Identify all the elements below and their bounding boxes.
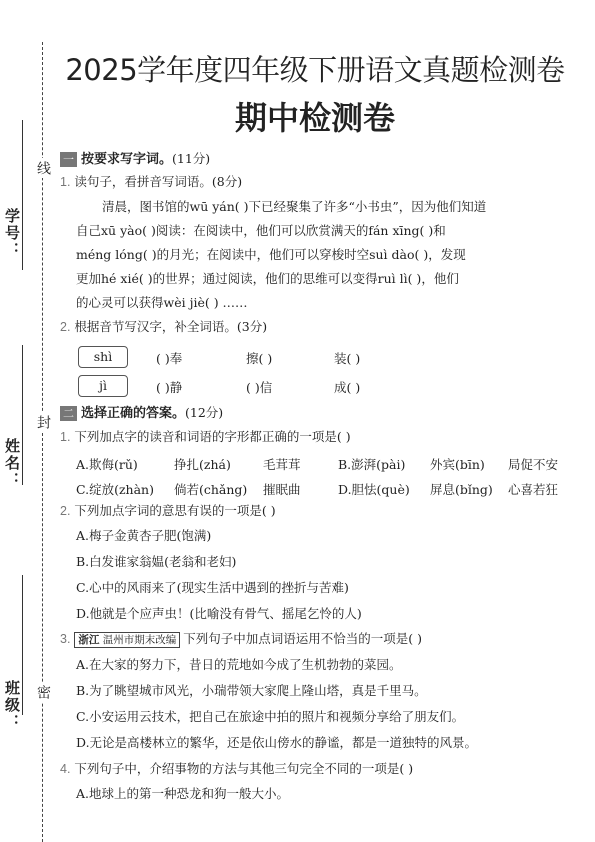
option-d-word: 屏息(bǐng) bbox=[430, 482, 493, 497]
option-line: A.地球上的第一种恐龙和狗一般大小。 bbox=[76, 786, 290, 801]
question-2-3 bbox=[60, 630, 422, 648]
option-c-word: C.绽放(zhàn) bbox=[76, 482, 154, 497]
option-line: C.小安运用云技术，把自己在旅途中拍的照片和视频分享给了朋友们。 bbox=[76, 709, 465, 724]
fill-item: ( )信 bbox=[246, 380, 273, 395]
section-1-title: 按要求写字词。 bbox=[81, 152, 173, 167]
option-line: C.心中的风雨来了(现实生活中遇到的挫折与苦难) bbox=[76, 580, 349, 595]
fill-item: ( )奉 bbox=[156, 351, 183, 366]
question-number: 2. bbox=[60, 320, 71, 334]
option-c-word: 倘若(chǎng) bbox=[174, 482, 248, 497]
option-a-word: 毛茸茸 bbox=[263, 457, 301, 472]
source-name: 温州市期末改编 bbox=[102, 634, 177, 646]
option-a-word: A.欺侮(rǔ) bbox=[76, 457, 138, 472]
section-2-badge: 二 bbox=[60, 406, 77, 421]
name-label: 姓名： bbox=[3, 438, 21, 489]
option-b-word: 局促不安 bbox=[508, 457, 559, 472]
question-prompt: 下列加点字词的意思有误的一项是( ) bbox=[74, 503, 276, 518]
exam-title: 2025学年度四年级下册语文真题检测卷 bbox=[65, 53, 565, 87]
question-number: 4. bbox=[60, 762, 71, 776]
question-1-1 bbox=[60, 173, 242, 191]
passage-line: 更加hé xié( )的世界；通过阅读，他们的思维可以变得ruì lì( )，他们 bbox=[76, 271, 459, 286]
section-2-title: 选择正确的答案。 bbox=[81, 406, 186, 421]
question-prompt: 下列句子中加点词语运用不恰当的一项是( ) bbox=[183, 631, 422, 646]
option-line: A.在大家的努力下，昔日的荒地如今成了生机勃勃的菜园。 bbox=[76, 657, 402, 672]
question-2-4 bbox=[60, 760, 413, 778]
option-b-word: B.澎湃(pài) bbox=[338, 457, 406, 472]
question-prompt: 读句子，看拼音写词语。(8分) bbox=[74, 174, 243, 189]
source-region: 浙江 bbox=[78, 634, 100, 646]
fill-item: 擦( ) bbox=[246, 351, 273, 366]
option-a-word: 挣扎(zhá) bbox=[174, 457, 231, 472]
question-2-1 bbox=[60, 428, 351, 446]
seal-mark: 封 bbox=[33, 412, 53, 432]
passage-line: méng lóng( )的月光；在阅读中，他们可以穿梭时空suì dào( )，发现 bbox=[76, 247, 466, 262]
pinyin-box: shì bbox=[78, 346, 128, 368]
section-2-header bbox=[60, 404, 223, 423]
student-id-label: 学号： bbox=[3, 208, 21, 259]
fill-item: 装( ) bbox=[334, 351, 361, 366]
fill-item: ( )静 bbox=[156, 380, 183, 395]
option-line: D.无论是高楼林立的繁华，还是依山傍水的静谧，都是一道独特的风景。 bbox=[76, 735, 478, 750]
option-line: B.为了眺望城市风光，小瑞带领大家爬上隆山塔，真是千里马。 bbox=[76, 683, 427, 698]
option-c-word: 摧眠曲 bbox=[263, 482, 301, 497]
passage-line: 自己xū yào( )阅读：在阅读中，他们可以欣赏满天的fán xīng( )和 bbox=[76, 223, 446, 238]
source-tag bbox=[74, 632, 180, 648]
fill-item: 成( ) bbox=[334, 380, 361, 395]
question-number: 1. bbox=[60, 175, 71, 189]
option-line: A.梅子金黄杏子肥(饱满) bbox=[76, 528, 212, 543]
question-prompt: 下列加点字的读音和词语的字形都正确的一项是( ) bbox=[74, 429, 351, 444]
question-number: 2. bbox=[60, 504, 71, 518]
question-1-2 bbox=[60, 318, 267, 336]
option-line: B.白发谁家翁媪(老翁和老妇) bbox=[76, 554, 237, 569]
passage-line: 的心灵可以获得wèi jiè( ) …… bbox=[76, 295, 248, 310]
question-prompt: 下列句子中，介绍事物的方法与其他三句完全不同的一项是( ) bbox=[74, 761, 414, 776]
section-1-header bbox=[60, 150, 210, 169]
secret-mark: 密 bbox=[33, 682, 53, 702]
option-b-word: 外宾(bīn) bbox=[430, 457, 485, 472]
option-line: D.他就是个应声虫！(比喻没有骨气、摇尾乞怜的人) bbox=[76, 606, 362, 621]
option-d-word: D.胆怯(què) bbox=[338, 482, 410, 497]
question-number: 3. bbox=[60, 632, 71, 646]
passage-line: 清晨，图书馆的wū yán( )下已经聚集了许多“小书虫”，因为他们知道 bbox=[102, 199, 487, 214]
option-d-word: 心喜若狂 bbox=[508, 482, 559, 497]
section-2-score: (12分) bbox=[185, 405, 224, 420]
question-2-2 bbox=[60, 502, 276, 520]
exam-subtitle: 期中检测卷 bbox=[234, 99, 395, 137]
section-1-badge: 一 bbox=[60, 152, 77, 167]
question-number: 1. bbox=[60, 430, 71, 444]
class-label: 班级： bbox=[3, 680, 21, 731]
question-prompt: 根据音节写汉字，补全词语。(3分) bbox=[74, 319, 268, 334]
section-1-score: (11分) bbox=[172, 151, 211, 166]
pinyin-box: jì bbox=[78, 375, 128, 397]
line-mark: 线 bbox=[33, 158, 53, 178]
